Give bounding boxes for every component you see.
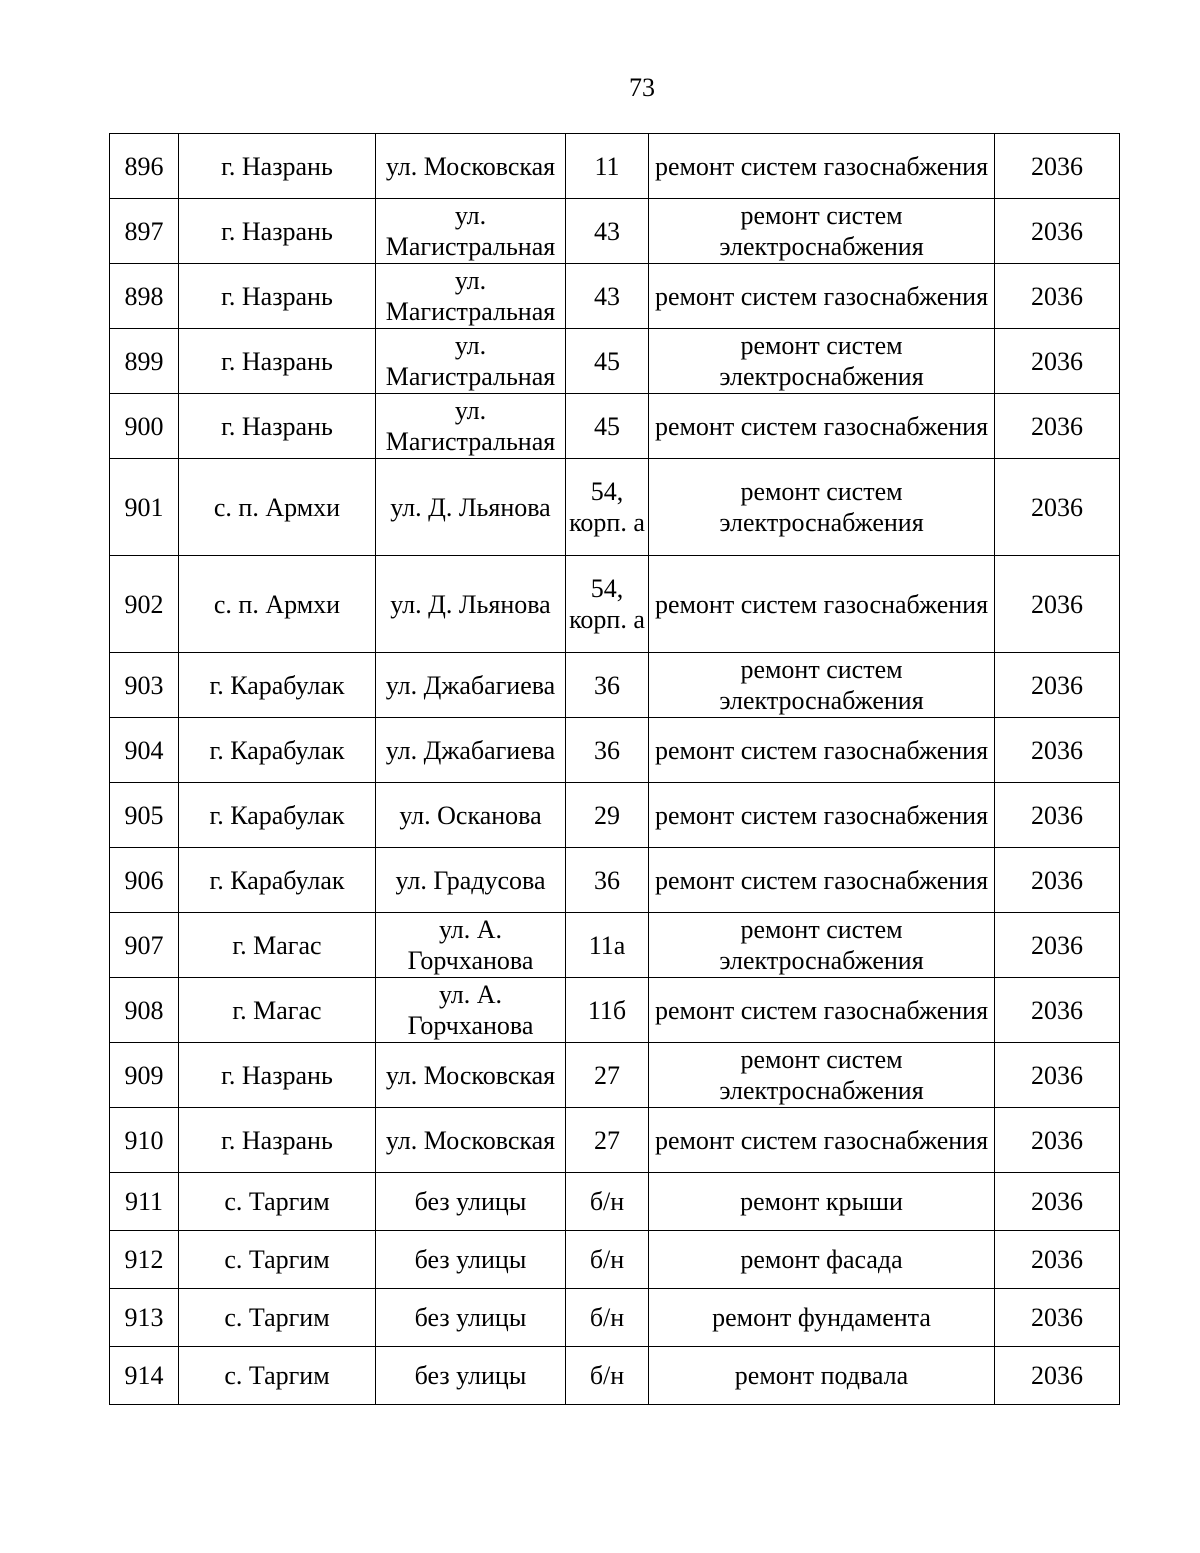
cell-house: б/н [566, 1231, 649, 1289]
cell-number: 897 [110, 199, 179, 264]
cell-house: 29 [566, 783, 649, 848]
cell-work-type: ремонт подвала [649, 1347, 995, 1405]
cell-house: б/н [566, 1289, 649, 1347]
cell-number: 900 [110, 394, 179, 459]
cell-locality: г. Карабулак [179, 718, 376, 783]
cell-house: 43 [566, 199, 649, 264]
cell-number: 904 [110, 718, 179, 783]
cell-house: 27 [566, 1108, 649, 1173]
table-row [110, 653, 1120, 718]
cell-number: 899 [110, 329, 179, 394]
cell-work-type: ремонт систем газоснабжения [649, 718, 995, 783]
cell-work-type: ремонт фасада [649, 1231, 995, 1289]
cell-work-type: ремонт систем электроснабжения [649, 329, 995, 394]
cell-number: 910 [110, 1108, 179, 1173]
cell-street: ул. Магистральная [376, 394, 566, 459]
table-row [110, 134, 1120, 199]
cell-locality: с. Таргим [179, 1347, 376, 1405]
cell-street: ул. А. Горчханова [376, 913, 566, 978]
cell-street: ул. Московская [376, 1043, 566, 1108]
cell-year: 2036 [995, 848, 1120, 913]
table-row [110, 848, 1120, 913]
cell-number: 913 [110, 1289, 179, 1347]
cell-house: 45 [566, 329, 649, 394]
cell-locality: с. Таргим [179, 1173, 376, 1231]
cell-locality: с. п. Армхи [179, 556, 376, 653]
cell-street: ул. Д. Льянова [376, 556, 566, 653]
cell-work-type: ремонт фундамента [649, 1289, 995, 1347]
cell-year: 2036 [995, 913, 1120, 978]
cell-locality: г. Карабулак [179, 783, 376, 848]
cell-year: 2036 [995, 783, 1120, 848]
cell-number: 896 [110, 134, 179, 199]
cell-locality: г. Назрань [179, 394, 376, 459]
cell-work-type: ремонт систем электроснабжения [649, 653, 995, 718]
cell-street: ул. А. Горчханова [376, 978, 566, 1043]
cell-street: ул. Московская [376, 134, 566, 199]
cell-year: 2036 [995, 199, 1120, 264]
cell-house: 45 [566, 394, 649, 459]
cell-work-type: ремонт систем газоснабжения [649, 394, 995, 459]
cell-number: 907 [110, 913, 179, 978]
table-row [110, 556, 1120, 653]
cell-number: 905 [110, 783, 179, 848]
cell-year: 2036 [995, 1347, 1120, 1405]
cell-year: 2036 [995, 718, 1120, 783]
cell-locality: г. Назрань [179, 1108, 376, 1173]
cell-year: 2036 [995, 394, 1120, 459]
cell-house: 54, корп. а [566, 459, 649, 556]
cell-street: ул. Д. Льянова [376, 459, 566, 556]
cell-work-type: ремонт систем газоснабжения [649, 1108, 995, 1173]
cell-locality: г. Карабулак [179, 848, 376, 913]
cell-house: 43 [566, 264, 649, 329]
cell-work-type: ремонт систем электроснабжения [649, 913, 995, 978]
table-row [110, 329, 1120, 394]
cell-house: 54, корп. а [566, 556, 649, 653]
table-row [110, 264, 1120, 329]
cell-year: 2036 [995, 1043, 1120, 1108]
table-row [110, 1231, 1120, 1289]
cell-street: без улицы [376, 1231, 566, 1289]
cell-street: без улицы [376, 1173, 566, 1231]
table-row [110, 718, 1120, 783]
cell-house: 11б [566, 978, 649, 1043]
cell-locality: г. Магас [179, 978, 376, 1043]
cell-street: ул. Московская [376, 1108, 566, 1173]
table-row [110, 394, 1120, 459]
cell-work-type: ремонт систем электроснабжения [649, 459, 995, 556]
cell-locality: г. Назрань [179, 1043, 376, 1108]
table-row [110, 1108, 1120, 1173]
table-row [110, 1173, 1120, 1231]
cell-number: 901 [110, 459, 179, 556]
cell-number: 914 [110, 1347, 179, 1405]
cell-locality: г. Назрань [179, 264, 376, 329]
cell-year: 2036 [995, 556, 1120, 653]
cell-year: 2036 [995, 329, 1120, 394]
cell-locality: г. Назрань [179, 199, 376, 264]
cell-house: 36 [566, 848, 649, 913]
cell-year: 2036 [995, 1108, 1120, 1173]
cell-street: ул. Градусова [376, 848, 566, 913]
cell-street: ул. Магистральная [376, 329, 566, 394]
cell-year: 2036 [995, 264, 1120, 329]
cell-street: ул. Осканова [376, 783, 566, 848]
cell-locality: г. Магас [179, 913, 376, 978]
cell-locality: с. Таргим [179, 1289, 376, 1347]
cell-work-type: ремонт систем газоснабжения [649, 783, 995, 848]
cell-year: 2036 [995, 459, 1120, 556]
table-row [110, 459, 1120, 556]
table-row [110, 913, 1120, 978]
cell-number: 902 [110, 556, 179, 653]
cell-work-type: ремонт систем газоснабжения [649, 264, 995, 329]
cell-house: 11 [566, 134, 649, 199]
cell-street: без улицы [376, 1289, 566, 1347]
cell-locality: г. Назрань [179, 134, 376, 199]
cell-work-type: ремонт систем электроснабжения [649, 1043, 995, 1108]
cell-work-type: ремонт систем газоснабжения [649, 134, 995, 199]
cell-house: 36 [566, 653, 649, 718]
cell-number: 908 [110, 978, 179, 1043]
table-row [110, 1347, 1120, 1405]
cell-number: 912 [110, 1231, 179, 1289]
cell-number: 909 [110, 1043, 179, 1108]
cell-locality: г. Карабулак [179, 653, 376, 718]
cell-work-type: ремонт систем газоснабжения [649, 978, 995, 1043]
cell-street: ул. Джабагиева [376, 718, 566, 783]
cell-locality: с. п. Армхи [179, 459, 376, 556]
cell-street: без улицы [376, 1347, 566, 1405]
cell-locality: с. Таргим [179, 1231, 376, 1289]
cell-year: 2036 [995, 653, 1120, 718]
page-number: 73 [629, 73, 655, 102]
cell-house: 27 [566, 1043, 649, 1108]
cell-house: б/н [566, 1173, 649, 1231]
cell-year: 2036 [995, 1231, 1120, 1289]
cell-number: 903 [110, 653, 179, 718]
cell-number: 911 [110, 1173, 179, 1231]
cell-house: 11а [566, 913, 649, 978]
cell-work-type: ремонт крыши [649, 1173, 995, 1231]
cell-year: 2036 [995, 978, 1120, 1043]
cell-number: 906 [110, 848, 179, 913]
cell-year: 2036 [995, 134, 1120, 199]
table-row [110, 978, 1120, 1043]
cell-work-type: ремонт систем газоснабжения [649, 556, 995, 653]
cell-year: 2036 [995, 1173, 1120, 1231]
cell-house: 36 [566, 718, 649, 783]
cell-house: б/н [566, 1347, 649, 1405]
cell-street: ул. Джабагиева [376, 653, 566, 718]
table-row [110, 783, 1120, 848]
table-row [110, 199, 1120, 264]
cell-work-type: ремонт систем электроснабжения [649, 199, 995, 264]
table-row [110, 1043, 1120, 1108]
repair-schedule-table [109, 133, 1120, 1405]
cell-locality: г. Назрань [179, 329, 376, 394]
cell-street: ул. Магистральная [376, 264, 566, 329]
cell-number: 898 [110, 264, 179, 329]
cell-year: 2036 [995, 1289, 1120, 1347]
cell-street: ул. Магистральная [376, 199, 566, 264]
cell-work-type: ремонт систем газоснабжения [649, 848, 995, 913]
table-row [110, 1289, 1120, 1347]
